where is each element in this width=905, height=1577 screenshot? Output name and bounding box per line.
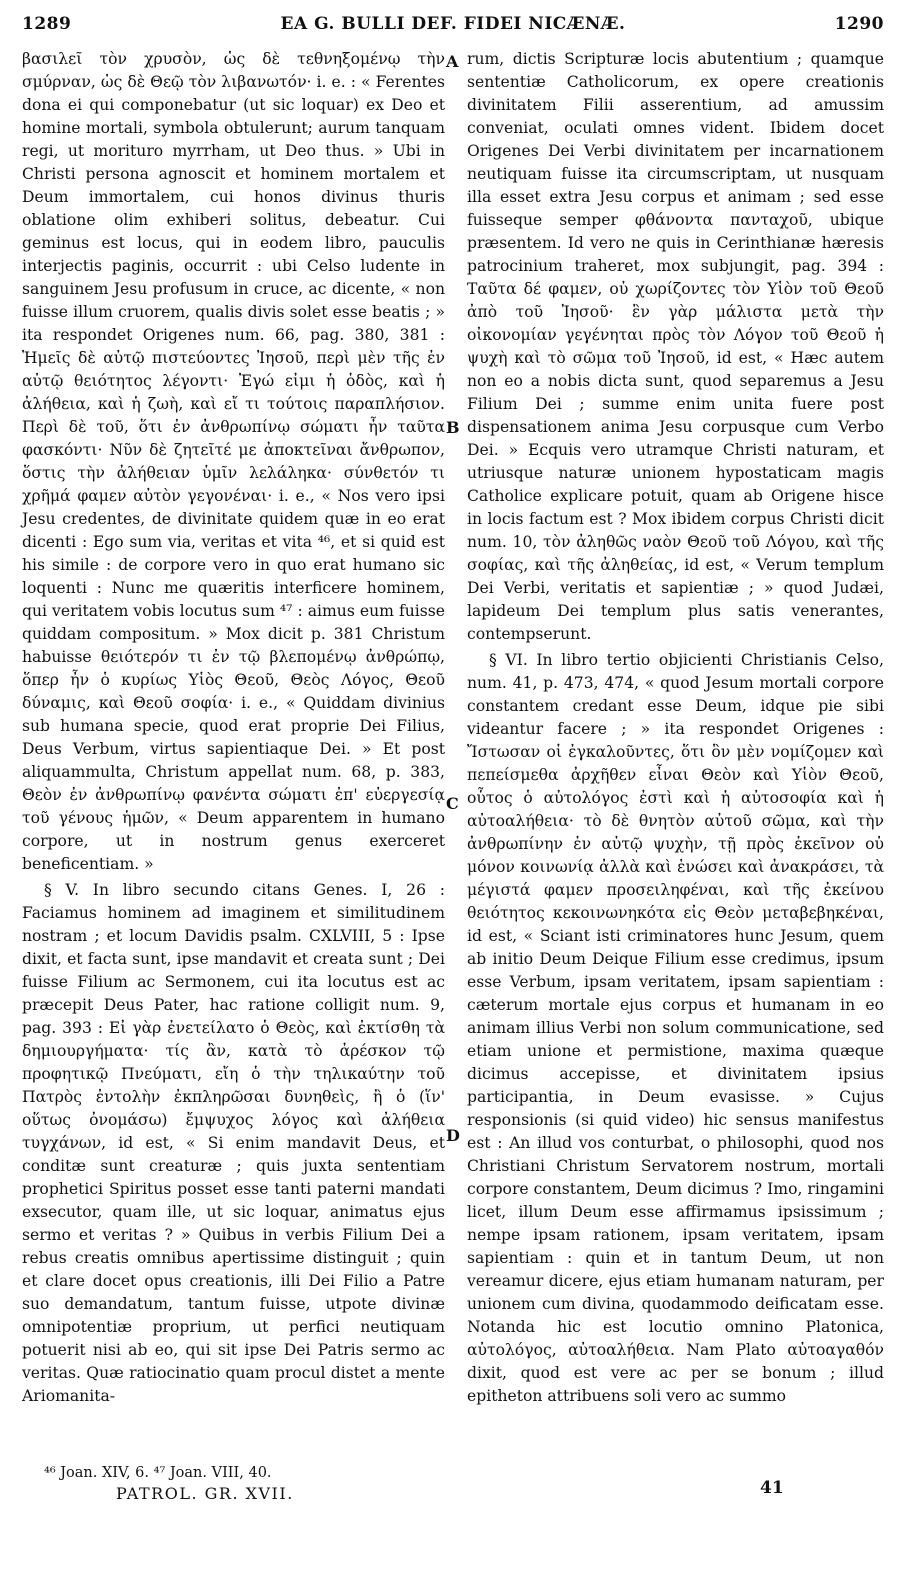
left-column <box>22 48 445 1408</box>
margin-marker-b: B <box>446 418 460 437</box>
paragraph: § V. In libro secundo citans Genes. I, 26 : Faciamus hominem ad imaginem et similitudinem nostram ; et locum Davidis psalm. CXLVIII, 5 : Ipse dixit, et facta sunt, ipse mandavit et creata sunt ; Dei fuisse Filium ac Sermonem, cui ita locutus est ac præcepit Deus Pater, hac ratione colligit num. 9, pag. 393 : Εἰ γὰρ ἐνετείλατο ὁ Θεὸς, καὶ ἐκτίσθη τὰ δημιουργήματα· τίς ἂν, κατὰ τὸ ἀρέσκον τῷ προφητικῷ Πνεύματι, εἴη ὁ τὴν τηλικαύτην τοῦ Πατρὸς ἐντολὴν ἐκπληρῶσαι δυνηθεὶς, ἢ ὁ (ἵν' οὕτως ὀνομάσω) ἔμψυχος λόγος καὶ ἀλήθεια τυγχάνων, id est, « Si enim mandavit Deus, et conditæ sunt creaturæ ; quis juxta sententiam prophetici Spiritus posset esse tanti paterni mandati exsecutor, quam ille, ut sic loquar, animatus ejus sermo et veritas ? » Quibus in verbis Filium Dei a rebus creatis omnibus apertissime distinguit ; quin et clare docet opus creationis, illi Dei Filio a Patre suo demandatum, tantum fuisse, utpote divinæ omnipotentiæ proprium, ut perfici neutiquam potuerit nisi ab eo, qui sit ipse Dei Patris sermo ac veritas. Quæ ratiocinatio quam procul distet a mente Ariomanita- <box>22 881 445 1405</box>
footnotes <box>44 1462 424 1484</box>
running-title: EA G. BULLI DEF. FIDEI NICÆNÆ. <box>280 14 626 34</box>
collection-title: PATROL. GR. XVII. <box>116 1484 294 1503</box>
footnote: ⁴⁶ Joan. XIV, 6. ⁴⁷ Joan. VIII, 40. <box>44 1465 272 1481</box>
paragraph: rum, dictis Scripturæ locis abutentium ; quamque sententiæ Catholicorum, ex opere creationis divinitatem Filii asserentium, ad amussim conveniat, oculati omnes vident. Ibidem docet Origenes Dei Verbi divinitatem per incarnationem neutiquam fuisse ita circumscriptam, ut nusquam illa esset extra Jesu corpus et animam ; sed esse fuisseque semper φθάνοντα πανταχοῦ, ubique præsentem. Id vero ne quis in Cerinthianæ hæresis patrocinium traheret, mox subjungit, pag. 394 : Ταῦτα δέ φαμεν, οὐ χωρίζοντες τὸν Υἱὸν τοῦ Θεοῦ ἀπὸ τοῦ Ἰησοῦ· ἓν γὰρ μάλιστα μετὰ τὴν οἰκονομίαν γεγένηται πρὸς τὸν Λόγον τοῦ Θεοῦ ἡ ψυχὴ καὶ τὸ σῶμα τοῦ Ἰησοῦ, id est, « Hæc autem non eo a nobis dicta sunt, quod separemus a Jesu Filium Dei ; summe enim unita fuere post dispensationem anima Jesu corpusque cum Verbo Dei. » Ecquis vero utramque Christi naturam, et utriusque naturæ unionem hypostaticam magis Catholice explicare potuit, quam ab Origene hisce in locis factum est ? Mox ibidem corpus Christi dicit num. 10, τὸν ἀληθῶς ναὸν Θεοῦ τοῦ Λόγου, καὶ τῆς σοφίας, καὶ τῆς ἀληθείας, id est, « Verum templum Dei Verbi, veritatis et sapientiæ ; » quod Judæi, lapideum Dei templum plus satis venerantes, contempserunt. <box>467 50 884 643</box>
signature-number: 41 <box>760 1478 784 1498</box>
right-column <box>467 48 884 1408</box>
running-header <box>22 14 884 40</box>
page-number-left: 1289 <box>22 14 72 34</box>
page-number-right: 1290 <box>834 14 884 34</box>
margin-marker-d: D <box>446 1126 460 1145</box>
paragraph: βασιλεῖ τὸν χρυσὸν, ὡς δὲ τεθνηξομένῳ τὴν σμύρναν, ὡς δὲ Θεῷ τὸν λιβανωτόν· i. e. : « Ferentes dona ei qui componebatur (ut sic loquar) ex Deo et homine mortali, symbola obtulerunt; aurum tanquam regi, ut morituro myrrham, ut Deo thus. » Ubi in Christi persona agnoscit et hominem mortalem et Deum immortalem, cui honos divinus thuris oblatione olim exhiberi solitus, debeatur. Cui geminus est locus, qui in eodem libro, pauculis interjectis paginis, occurrit : ubi Celso ludente in sanguinem Jesu profusum in cruce, ac dicente, « non fuisse illum cruorem, qualis divis solet esse beatis ; » ita respondet Origenes num. 66, pag. 380, 381 : Ἡμεῖς δὲ αὐτῷ πιστεύοντες Ἰησοῦ, περὶ μὲν τῆς ἐν αὐτῷ θειότητος λέγοντι· Ἐγώ εἰμι ἡ ὁδὸς, καὶ ἡ ἀλήθεια, καὶ ἡ ζωὴ, καὶ εἴ τι τούτοις παραπλήσιον. Περὶ δὲ τοῦ, ὅτι ἐν ἀνθρωπίνῳ σώματι ἦν ταῦτα φασκόντι· Νῦν δὲ ζητεῖτέ με ἀποκτεῖναι ἄνθρωπον, ὅστις τὴν ἀλήθειαν ὑμῖν λελάληκα· σύνθετόν τι χρῆμά φαμεν αὐτὸν γεγονέναι· i. e., « Nos vero ipsi Jesu credentes, de divinitate quidem quæ in eo erat dicenti : Ego sum via, veritas et vita ⁴⁶, et si quid est his simile : de corpore vero in quo erat humano sic loquenti : Nunc me quæritis interficere hominem, qui veritatem vobis locutus sum ⁴⁷ : aimus eum fuisse quiddam compositum. » Mox dicit p. 381 Christum habuisse θειότερόν τι ἐν τῷ βλεπομένῳ ἀνθρώπῳ, ὅπερ ἦν ὁ κυρίως Υἱὸς Θεοῦ, Θεὸς Λόγος, Θεοῦ δύναμις, καὶ Θεοῦ σοφία· i. e., « Quiddam divinius sub humana specie, quod erat proprie Dei Filius, Deus Verbum, virtus sapientiaque Dei. » Et post aliquammulta, Christum appellat num. 68, p. 383, Θεὸν ἐν ἀνθρωπίνῳ φανέντα σώματι ἐπ' εὐεργεσίᾳ τοῦ γένους ἡμῶν, « Deum apparentem in humano corpore, ut in nostrum genus exerceret beneficentiam. » <box>22 50 445 873</box>
paragraph: § VI. In libro tertio objicienti Christianis Celso, num. 41, p. 473, 474, « quod Jesum mortali corpore constantem credant esse Deum, idque pie sibi videantur facere ; » ita respondet Origenes : Ἴστωσαν οἱ ἐγκαλοῦντες, ὅτι ὃν μὲν νομίζομεν καὶ πεπείσμεθα ἀρχῆθεν εἶναι Θεὸν καὶ Υἱὸν Θεοῦ, οὗτος ὁ αὐτολόγος ἐστὶ καὶ ἡ αὐτοσοφία καὶ ἡ αὐτοαλήθεια· τὸ δὲ θνητὸν αὐτοῦ σῶμα, καὶ τὴν ἀνθρωπίνην ἐν αὐτῷ ψυχὴν, τῇ πρὸς ἐκεῖνον οὐ μόνον κοινωνίᾳ ἀλλὰ καὶ ἑνώσει καὶ ἀνακράσει, τὰ μέγιστά φαμεν προσειληφέναι, καὶ τῆς ἐκείνου θειότητος κεκοινωνηκότα εἰς Θεὸν μεταβεβηκέναι, id est, « Sciant isti criminatores hunc Jesum, quem ab initio Deum Deique Filium esse credimus, ipsum esse Verbum, ipsam veritatem, ipsam sapientiam : cæterum mortale ejus corpus et humanam in eo animam illius Verbi non solum communicatione, sed etiam unione et permistione, maxima quæque dicimus accepisse, et divinitatem ipsius participantia, in Deum evasisse. » Cujus responsionis (si quid video) hic sensus manifestus est : An illud vos conturbat, o philosophi, quod nos Christiani Christum Servatorem nostrum, mortali corpore constantem, Deum dicimus ? Imo, ringamini licet, illum Deum esse affirmamus ipsissimum ; nempe ipsam rationem, ipsam veritatem, ipsam sapientiam : quin et in tantum Deum, ut non vereamur dicere, ejus etiam humanam naturam, per unionem cum divina, quodammodo deificatam esse. Notanda hic est locutio omnino Platonica, αὐτολόγος, αὐτοαλήθεια. Nam Plato αὐτοαγαθόν dixit, quod est vere ac per se bonum ; illud epitheton attribuens soli vero ac summo <box>467 651 884 1405</box>
margin-marker-c: C <box>446 794 459 813</box>
margin-marker-a: A <box>446 52 459 71</box>
